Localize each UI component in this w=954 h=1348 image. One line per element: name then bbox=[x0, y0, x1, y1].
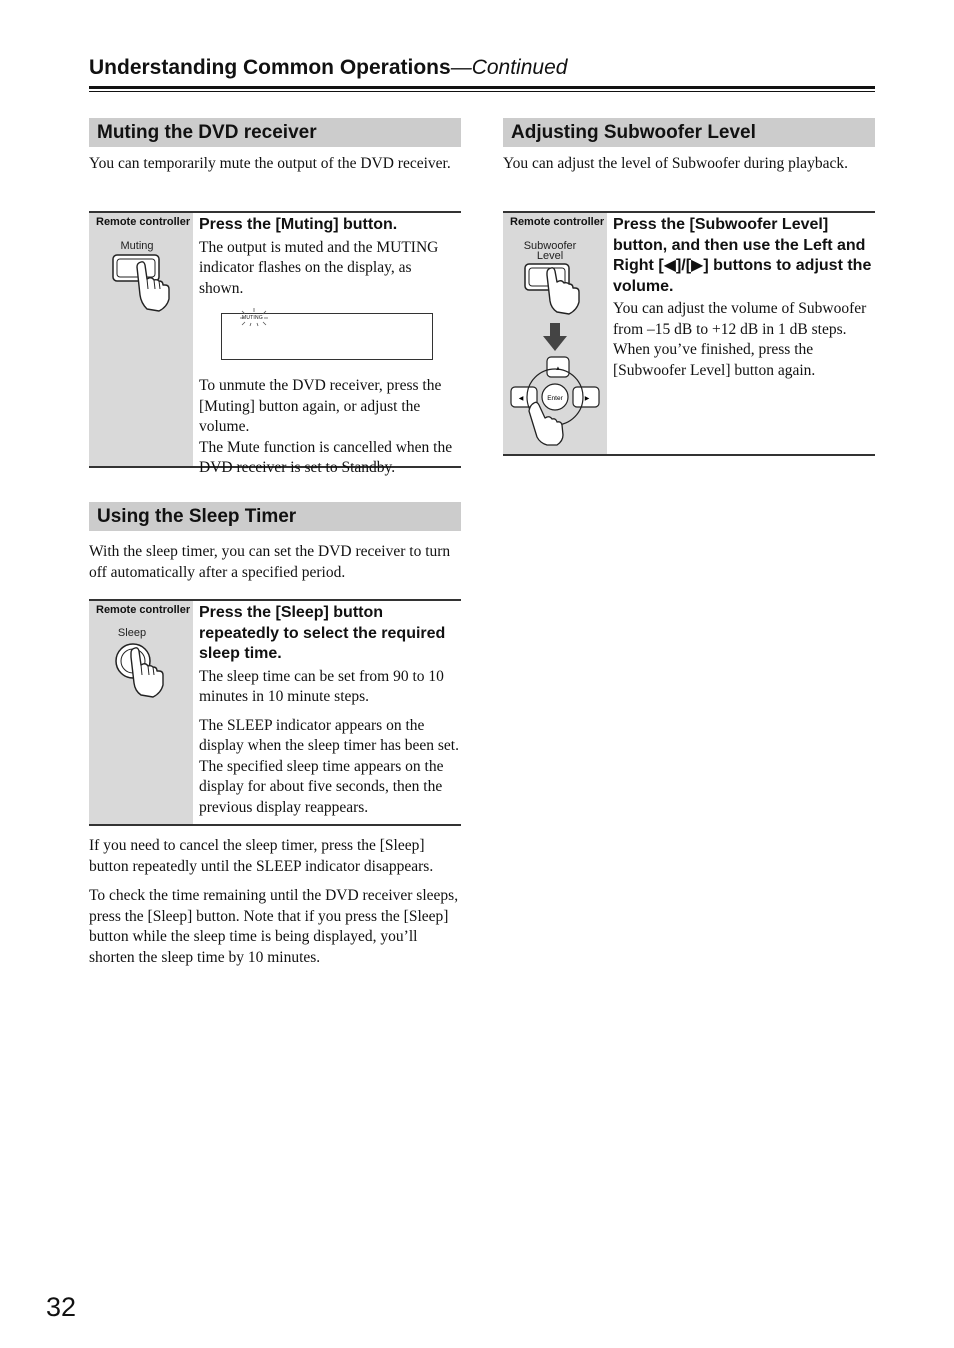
remote-controller-label: Remote controller bbox=[96, 216, 191, 228]
sleep-step-content bbox=[199, 603, 459, 818]
remote-controller-label: Remote controller bbox=[96, 604, 191, 616]
sleep-instruction: Press the [Sleep] button repeatedly to select the required sleep time. bbox=[199, 604, 446, 662]
subwoofer-intro: You can adjust the level of Subwoofer during playback. bbox=[503, 155, 848, 172]
muting-intro: You can temporarily mute the output of the DVD receiver. bbox=[89, 155, 451, 172]
sleep-button-caption: Sleep bbox=[117, 627, 147, 639]
page-title: Understanding Common Operations—Continued bbox=[89, 56, 568, 79]
header-rule-thick bbox=[89, 86, 875, 89]
svg-text:◀: ◀ bbox=[518, 396, 524, 402]
muting-body-3: The Mute function is cancelled when the DVD receiver is set to Standby. bbox=[199, 438, 453, 476]
muting-heading: Muting the DVD receiver bbox=[89, 118, 461, 147]
muting-body-1: The output is muted and the MUTING indicator flashes on the display, as shown. bbox=[199, 238, 439, 297]
muting-instruction: Press the [Muting] button. bbox=[199, 216, 398, 233]
subwoofer-button-press-icon bbox=[519, 261, 589, 317]
page-number: 32 bbox=[46, 1292, 77, 1322]
remote-controller-panel bbox=[89, 213, 193, 466]
subwoofer-heading: Adjusting Subwoofer Level bbox=[503, 118, 875, 147]
muting-step-content bbox=[199, 215, 459, 479]
sleep-intro: With the sleep timer, you can set the DVD receiver to turn off automatically after a specified period. bbox=[89, 543, 451, 581]
enter-button-label: Enter bbox=[547, 395, 563, 402]
sleep-body-1: The sleep time can be set from 90 to 10 minutes in 10 minute steps. bbox=[199, 667, 444, 705]
remote-controller-panel bbox=[89, 601, 193, 824]
remote-controller-panel bbox=[503, 213, 607, 454]
remote-controller-label: Remote controller bbox=[510, 216, 605, 228]
display-illustration bbox=[221, 313, 433, 360]
subwoofer-step-content bbox=[613, 215, 873, 381]
muting-button-press-icon bbox=[107, 251, 177, 315]
muting-step-box bbox=[89, 211, 461, 476]
continued-label: —Continued bbox=[450, 56, 568, 79]
down-arrow-icon bbox=[543, 323, 567, 353]
sleep-step-box bbox=[89, 599, 461, 826]
muting-button-caption: Muting bbox=[120, 240, 154, 252]
sleep-heading: Using the Sleep Timer bbox=[89, 502, 461, 531]
muting-body-2: To unmute the DVD receiver, press the [Muting] button again, or adjust the volume. bbox=[199, 377, 442, 435]
sleep-after-2: To check the time remaining until the DVD receiver sleeps, press the [Sleep] button. Note that if you press the [Sleep] button while the sleep time is being displayed, you’ll shorten the sleep time by 10 minutes. bbox=[89, 887, 459, 966]
subwoofer-step-box bbox=[503, 211, 875, 456]
svg-text:▶: ▶ bbox=[584, 396, 590, 402]
subwoofer-button-caption-1: Subwoofer bbox=[523, 240, 577, 252]
muting-indicator: MUTING bbox=[242, 315, 263, 321]
sleep-button-press-icon bbox=[107, 639, 177, 701]
page-header bbox=[89, 56, 875, 92]
subwoofer-body-2: When you’ve finished, press the [Subwoofer Level] button again. bbox=[613, 341, 816, 379]
subwoofer-body-1: You can adjust the volume of Subwoofer from –15 dB to +12 dB in 1 dB steps. bbox=[613, 300, 867, 338]
svg-text:▲: ▲ bbox=[555, 366, 561, 372]
subwoofer-button-caption-2: Level bbox=[536, 250, 564, 262]
sleep-body-2: The SLEEP indicator appears on the display when the sleep timer has been set. The specified sleep time appears on the display for about five seconds, then the previous display reappears. bbox=[199, 716, 459, 816]
direction-pad-icon bbox=[507, 355, 603, 447]
subwoofer-instruction: Press the [Subwoofer Level] button, and then use the Left and Right [◀]/[▶] buttons to adjust the volume. bbox=[613, 216, 872, 295]
header-rule-thin bbox=[89, 91, 875, 92]
sleep-after-1: If you need to cancel the sleep timer, press the [Sleep] button repeatedly until the SLEEP indicator disappears. bbox=[89, 837, 434, 875]
